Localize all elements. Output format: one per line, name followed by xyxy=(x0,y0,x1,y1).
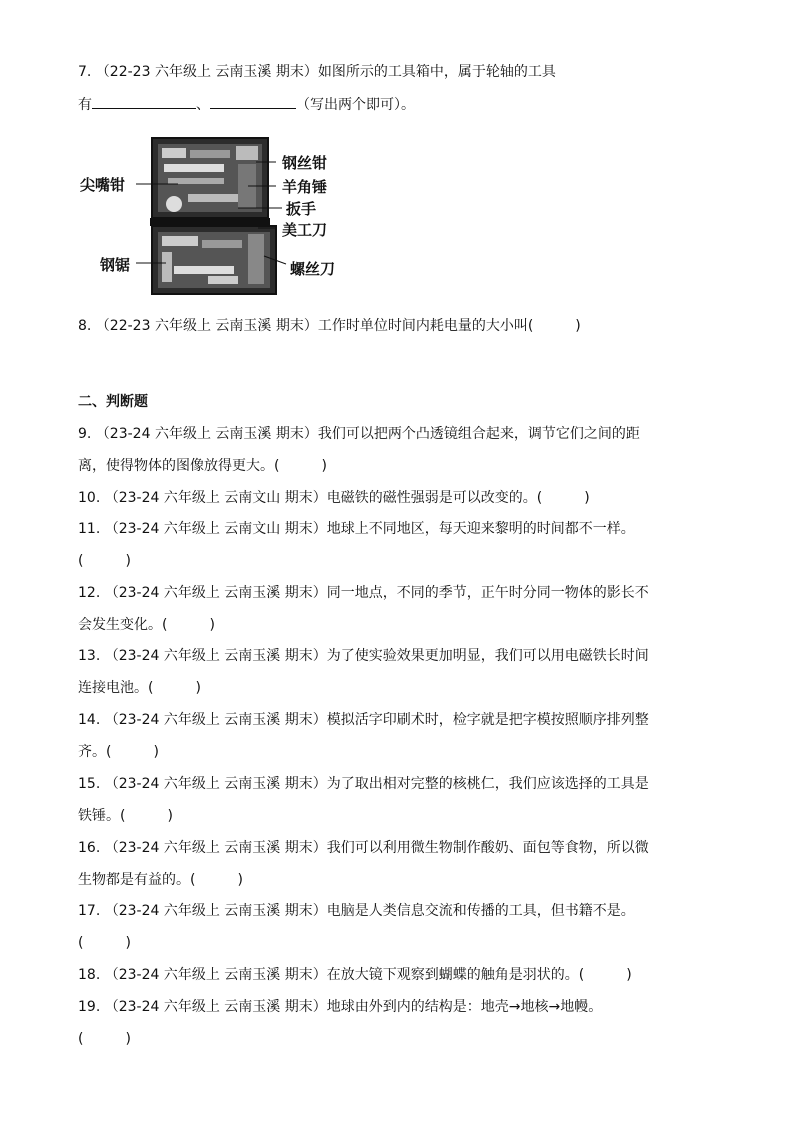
toolbox-figure xyxy=(78,136,378,298)
q7-prefix: 有 xyxy=(78,97,92,113)
question-line: 会发生变化。( ) xyxy=(78,617,215,633)
question-line: 19. （23-24 六年级上 云南玉溪 期末）地球由外到内的结构是：地壳→地核→地幔。 xyxy=(78,999,603,1015)
question-line: 11. （23-24 六年级上 云南文山 期末）地球上不同地区，每天迎来黎明的时间都不一样。 xyxy=(78,521,635,537)
answer-blank-1[interactable] xyxy=(92,94,196,109)
label-screwdriver: 螺丝刀 xyxy=(290,260,336,278)
question-line: ( ) xyxy=(78,935,131,951)
answer-blank-2[interactable] xyxy=(210,94,296,109)
question-line: 13. （23-24 六年级上 云南玉溪 期末）为了使实验效果更加明显，我们可以用电磁铁长时间 xyxy=(78,648,649,664)
question-line: 12. （23-24 六年级上 云南玉溪 期末）同一地点，不同的季节，正午时分同一物体的影长不 xyxy=(78,585,649,601)
question-line: 10. （23-24 六年级上 云南文山 期末）电磁铁的磁性强弱是可以改变的。( ) xyxy=(78,490,590,506)
question-line: 9. （23-24 六年级上 云南玉溪 期末）我们可以把两个凸透镜组合起来，调节它们之间的距 xyxy=(78,426,640,442)
label-claw-hammer: 羊角锤 xyxy=(282,178,328,196)
label-wrench: 扳手 xyxy=(286,200,317,218)
q7-separator: 、 xyxy=(196,97,210,113)
question-line: 铁锤。( ) xyxy=(78,808,173,824)
question-line: 离，使得物体的图像放得更大。( ) xyxy=(78,458,327,474)
q7-line2 xyxy=(78,94,415,115)
question-line: ( ) xyxy=(78,553,131,569)
label-hacksaw: 钢锯 xyxy=(100,256,131,274)
question-line: 生物都是有益的。( ) xyxy=(78,872,243,888)
question-line: 14. （23-24 六年级上 云南玉溪 期末）模拟活字印刷术时，检字就是把字模按照顺序排列整 xyxy=(78,712,649,728)
question-line: 17. （23-24 六年级上 云南玉溪 期末）电脑是人类信息交流和传播的工具，但书籍不是。 xyxy=(78,903,635,919)
question-line: 齐。( ) xyxy=(78,744,159,760)
question-line: 18. （23-24 六年级上 云南玉溪 期末）在放大镜下观察到蝴蝶的触角是羽状的。( ) xyxy=(78,967,632,983)
label-needle-nose-pliers: 尖嘴钳 xyxy=(80,176,126,194)
section-heading: 二、判断题 xyxy=(78,394,148,410)
question-line: ( ) xyxy=(78,1031,131,1047)
question-line: 15. （23-24 六年级上 云南玉溪 期末）为了取出相对完整的核桃仁，我们应该选择的工具是 xyxy=(78,776,649,792)
q7-suffix: （写出两个即可）。 xyxy=(296,97,415,113)
q7-line1: 7. （22-23 六年级上 云南玉溪 期末）如图所示的工具箱中，属于轮轴的工具 xyxy=(78,64,556,80)
label-utility-knife: 美工刀 xyxy=(282,221,328,239)
q8-text: 8. （22-23 六年级上 云南玉溪 期末）工作时单位时间内耗电量的大小叫( ) xyxy=(78,318,581,334)
question-line: 连接电池。( ) xyxy=(78,680,201,696)
label-wire-pliers: 钢丝钳 xyxy=(282,154,328,172)
question-line: 16. （23-24 六年级上 云南玉溪 期末）我们可以利用微生物制作酸奶、面包等食物，所以微 xyxy=(78,840,649,856)
